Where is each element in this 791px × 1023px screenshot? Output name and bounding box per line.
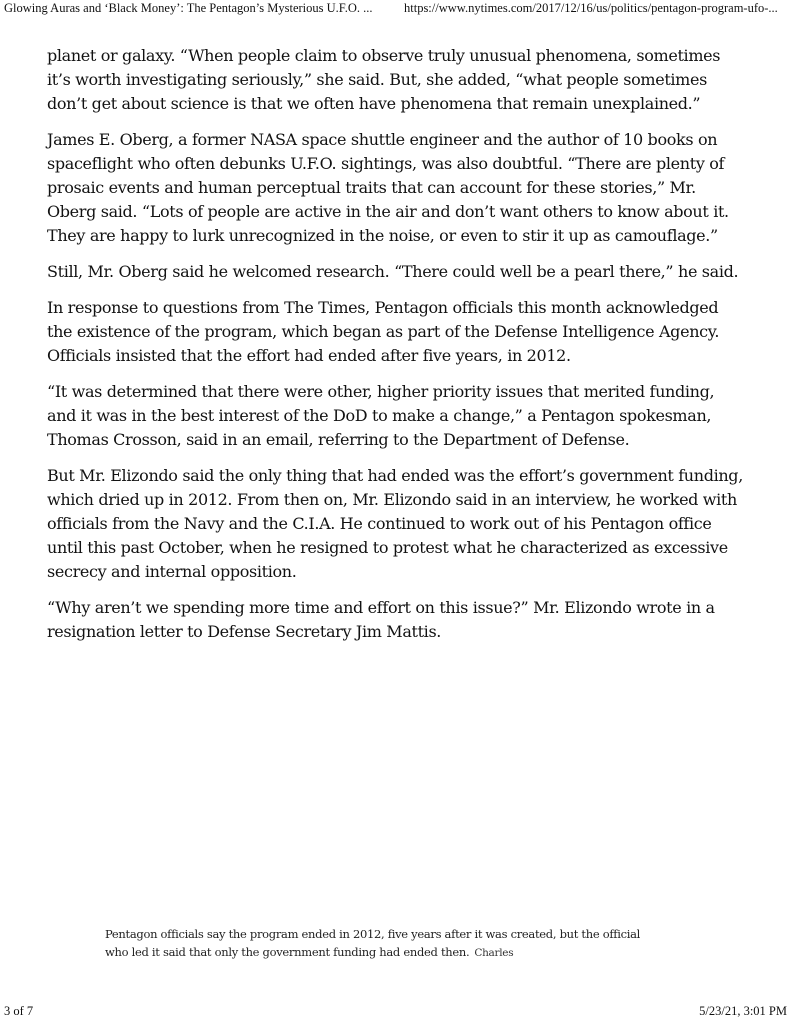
caption-text: Pentagon officials say the program ended in 2012, five years after it was created, but the official who led it said that only the government funding had ended then.	[105, 927, 641, 959]
page-url: https://www.nytimes.com/2017/12/16/us/politics/pentagon-program-ufo-...	[404, 1, 778, 15]
article-paragraph: “Why aren’t we spending more time and effort on this issue?” Mr. Elizondo wrote in a resignation letter to Defense Secretary Jim Mattis.	[47, 598, 715, 641]
article-paragraph: But Mr. Elizondo said the only thing that had ended was the effort’s government funding, which dried up in 2012. From then on, Mr. Elizondo said in an interview, he worked with officials from the Navy and the C.I.A. He continued to work out of his Pentagon office until this past October, when he resigned to protest what he characterized as excessive secrecy and internal opposition.	[47, 466, 743, 581]
article-body	[47, 44, 747, 656]
image-caption	[105, 925, 665, 962]
page-number: 3 of 7	[4, 1004, 34, 1018]
print-datetime: 5/23/21, 3:01 PM	[699, 1004, 787, 1018]
article-paragraph: Still, Mr. Oberg said he welcomed research. “There could well be a pearl there,” he said.	[47, 262, 739, 281]
print-footer	[0, 1004, 791, 1022]
caption-credit: Charles	[474, 947, 514, 959]
article-paragraph: planet or galaxy. “When people claim to observe truly unusual phenomena, sometimes it’s worth investigating seriously,” she said. But, she added, “what people sometimes don’t get about science is that we often have phenomena that remain unexplained.”	[47, 46, 721, 113]
article-paragraph: James E. Oberg, a former NASA space shuttle engineer and the author of 10 books on spaceflight who often debunks U.F.O. sightings, was also doubtful. “There are plenty of prosaic events and human perceptual traits that can account for these stories,” Mr. Oberg said. “Lots of people are active in the air and don’t want others to know about it. They are happy to lurk unrecognized in the noise, or even to stir it up as camouflage.”	[47, 130, 729, 245]
page-title: Glowing Auras and ‘Black Money’: The Pentagon’s Mysterious U.F.O. ...	[4, 1, 373, 15]
article-paragraph: In response to questions from The Times, Pentagon officials this month acknowledged the existence of the program, which began as part of the Defense Intelligence Agency. Officials insisted that the effort had ended after five years, in 2012.	[47, 298, 720, 365]
article-paragraph: “It was determined that there were other, higher priority issues that merited funding, and it was in the best interest of the DoD to make a change,” a Pentagon spokesman, Thomas Crosson, said in an email, referring to the Department of Defense.	[47, 382, 715, 449]
print-header	[0, 0, 791, 18]
